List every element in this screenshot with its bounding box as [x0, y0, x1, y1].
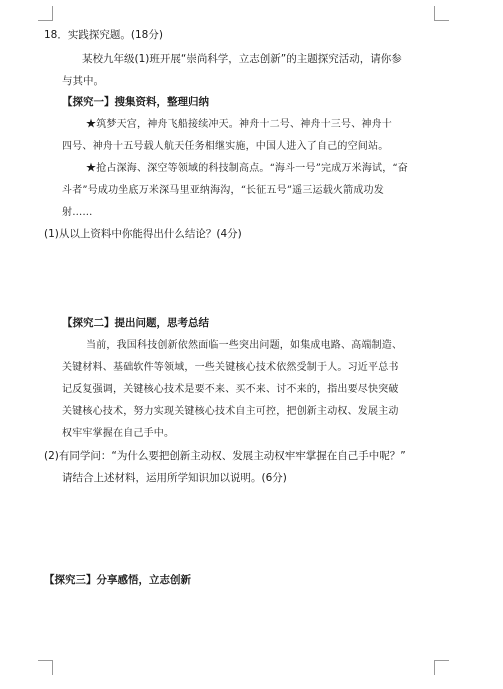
crop-mark-bottom-left [38, 660, 53, 675]
explore1-para1-line1: ★筑梦天宫，神舟飞船接续冲天。神舟十二号、神舟十三号、神舟十 [86, 119, 392, 130]
explore1-heading: 【探究一】搜集资料，整理归纳 [62, 96, 209, 108]
explore2-para-line5: 权牢牢掌握在自己手中。 [62, 428, 175, 439]
explore1-para1-line2: 四号、神舟十五号载人航天任务相继实施，中国人进入了自己的空间站。 [62, 141, 389, 152]
question-title: 18．实践探究题。(18分) [44, 29, 163, 41]
question-2-line1: (2)有同学问：“为什么要把创新主动权、发展主动权牢牢掌握在自己手中呢？” [44, 450, 406, 462]
intro-line-2: 与其中。 [62, 75, 104, 87]
question-1: (1)从以上资料中你能得出什么结论？(4分) [44, 228, 242, 240]
crop-mark-top-right [434, 6, 449, 21]
explore2-para-line2: 关键材料、基础软件等领域，一些关键核心技术依然受制于人。习近平总书 [62, 362, 399, 373]
explore1-para2-line1: ★抢占深海、深空等领域的科技制高点。“海斗一号”完成万米海试，“奋 [86, 163, 408, 174]
explore2-heading: 【探究二】提出问题，思考总结 [62, 317, 209, 329]
explore3-heading: 【探究三】分享感悟，立志创新 [44, 574, 191, 586]
explore2-para-line3: 记反复强调，关键核心技术是要不来、买不来、讨不来的，指出要尽快突破 [62, 384, 399, 395]
crop-mark-bottom-right [434, 660, 449, 675]
explore1-para2-line2: 斗者”号成功坐底万米深马里亚纳海沟，“长征五号”遥三运载火箭成功发 [62, 185, 384, 196]
explore2-para-line4: 关键核心技术，努力实现关键核心技术自主可控，把创新主动权、发展主动 [62, 406, 399, 417]
question-2-line2: 请结合上述材料，运用所学知识加以说明。(6分) [62, 472, 287, 484]
explore1-para2-line3: 射…… [62, 207, 93, 218]
crop-mark-top-left [38, 6, 53, 21]
intro-line-1: 某校九年级(1)班开展“崇尚科学，立志创新”的主题探究活动，请你参 [82, 53, 402, 65]
explore2-para-line1: 当前，我国科技创新依然面临一些突出问题，如集成电路、高端制造、 [86, 340, 403, 351]
